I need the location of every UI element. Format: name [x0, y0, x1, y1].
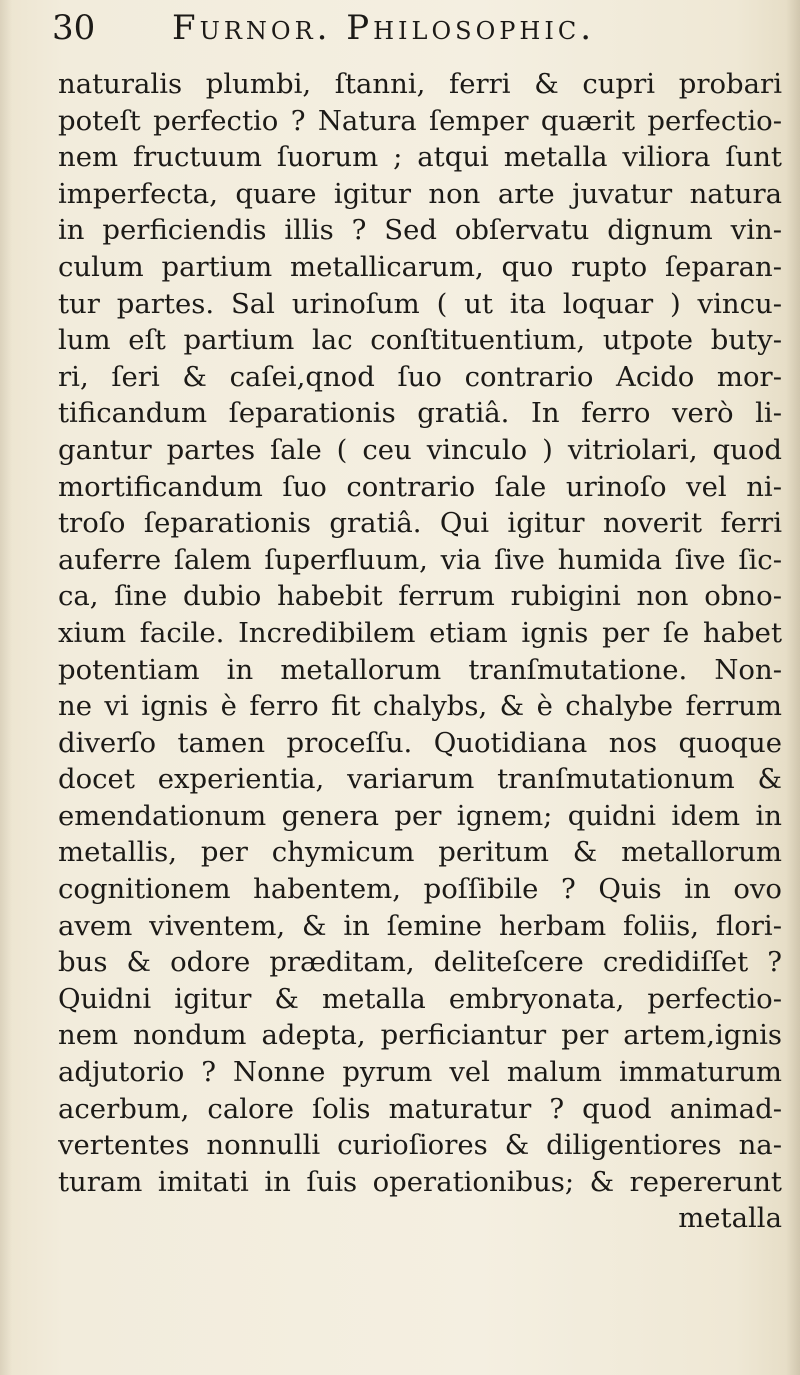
catchword: metalla	[678, 1202, 782, 1235]
text-line: imperfecta, quare igitur non arte juvatur natura	[58, 177, 782, 210]
page-gutter-shadow	[0, 0, 12, 1375]
text-line: ri, ſeri & caſei,qnod ſuo contrario Acido mor-	[58, 360, 782, 393]
text-line: potentiam in metallorum tranſmutatione. Non-	[58, 653, 782, 686]
text-line: docet experientia, variarum tranſmutationum &	[58, 763, 782, 796]
body-text	[58, 66, 782, 1356]
text-line: troſo ſeparationis gratiâ. Qui igitur noverit ferri	[58, 507, 782, 540]
text-line: mortificandum ſuo contrario ſale urinoſo vel ni-	[58, 470, 782, 503]
text-line: naturalis plumbi, ſtanni, ferri & cupri probari	[58, 68, 782, 100]
text-line: xium facile. Incredibilem etiam ignis per ſe habet	[58, 616, 782, 649]
page-edge-shadow	[786, 0, 800, 1375]
text-line: poteſt perfectio ? Natura ſemper quærit perfectio-	[58, 104, 782, 137]
text-line: auferre ſalem ſuperfluum, via ſive humida ſive ſic-	[58, 543, 782, 576]
text-line: tur partes. Sal urinoſum ( ut ita loquar ) vincu-	[58, 287, 782, 320]
text-line: bus & odore præditam, deliteſcere credidiſſet ?	[58, 946, 782, 979]
text-line: nem nondum adepta, perficiantur per artem,ignis	[58, 1019, 782, 1052]
text-line: acerbum, calore ſolis maturatur ? quod animad-	[58, 1092, 782, 1125]
text-line: turam imitati in ſuis operationibus; & repererunt	[58, 1165, 782, 1198]
text-line: adjutorio ? Nonne pyrum vel malum immaturum	[58, 1056, 782, 1089]
text-line: ca, ſine dubio habebit ferrum rubigini non obno-	[58, 580, 782, 613]
text-line: in perficiendis illis ? Sed obſervatu dignum vin-	[58, 214, 782, 247]
text-line: diverſo tamen proceſſu. Quotidiana nos quoque	[58, 726, 782, 759]
text-line: nem fructuum ſuorum ; atqui metalla viliora ſunt	[58, 141, 782, 174]
text-line: emendationum genera per ignem; quidni idem in	[58, 799, 782, 832]
text-line: gantur partes ſale ( ceu vinculo ) vitriolari, quod	[58, 433, 782, 466]
text-line: Quidni igitur & metalla embryonata, perfectio-	[58, 982, 782, 1015]
text-line: ne vi ignis è ferro fit chalybs, & è chalybe ferrum	[58, 690, 782, 723]
page-number: 30	[52, 8, 96, 48]
text-line: vertentes nonnulli curioſiores & diligentiores na-	[58, 1129, 782, 1162]
text-line: culum partium metallicarum, quo rupto ſeparan-	[58, 250, 782, 283]
text-line: avem viventem, & in ſemine herbam foliis, flori-	[58, 909, 782, 942]
text-line: metallis, per chymicum peritum & metallorum	[58, 836, 782, 869]
running-title: Furnor. Philosophic.	[172, 8, 595, 48]
text-line: lum eſt partium lac conſtituentium, utpote buty-	[58, 324, 782, 357]
page-header	[52, 8, 772, 56]
text-line: cognitionem habentem, poſſibile ? Quis in ovo	[58, 873, 782, 906]
text-line: tificandum ſeparationis gratiâ. In ferro verò li-	[58, 397, 782, 430]
